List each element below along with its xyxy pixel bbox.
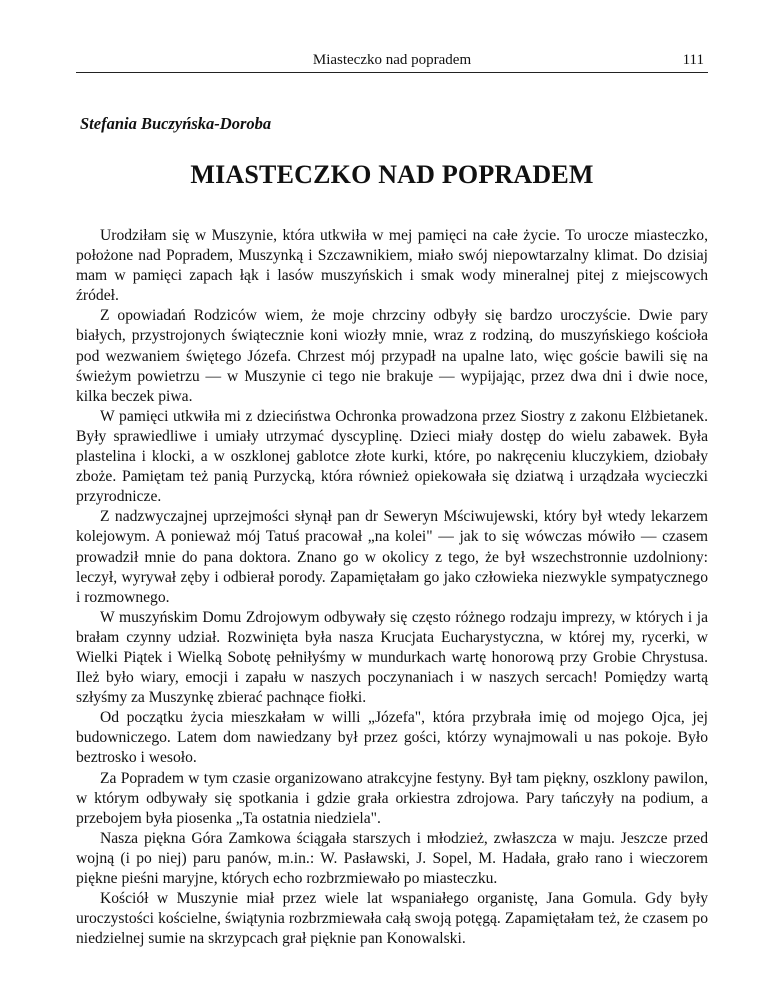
paragraph-1: Urodziłam się w Muszynie, która utkwiła w mej pamięci na całe życie. To urocze miasteczko, położone nad Popradem, Muszynką i Szczawnikiem, miało swój niepowtarzalny klimat. Do dzisiaj mam w pamięci zapach łąk i lasów muszyńskich i smak wody mineralnej pitej z miejscowych źródeł. xyxy=(76,227,708,305)
paragraph-6: Od początku życia mieszkałam w willi „Józefa", która przybrała imię od mojego Ojca, jej budowniczego. Latem dom nawiedzany był przez gości, którzy wynajmowali u nas pokoje. Było beztrosko i wesoło. xyxy=(76,709,708,767)
article-title: MIASTECZKO NAD POPRADEM xyxy=(190,160,594,189)
paragraph-2: Z opowiadań Rodziców wiem, że moje chrzciny odbyły się bardzo uroczyście. Dwie pary białych, przystrojonych świątecznie koni wiozły mnie, wraz z rodziną, do muszyńskiego kościoła pod wezwaniem świętego Józefa. Chrzest mój przypadł na upalne lato, więc goście bawili się na świeżym powietrzu — w Muszynie ci tego nie brakuje — wypijając, przez dwa dni i dwie noce, kilka beczek piwa. xyxy=(76,307,708,405)
paragraph-7: Za Popradem w tym czasie organizowano atrakcyjne festyny. Był tam piękny, oszklony pawilon, w którym odbywały się spotkania i gdzie grała orkiestra zdrojowa. Pary tańczyły na podium, a przebojem była piosenka „Ta ostatnia niedziela". xyxy=(76,769,708,827)
article-body xyxy=(76,226,708,949)
paragraph-4: Z nadzwyczajnej uprzejmości słynął pan dr Seweryn Mściwujewski, który był wtedy lekarzem kolejowym. A ponieważ mój Tatuś pracował „na kolei" — jak to się wówczas mówiło — czasem prowadził mnie do pana doktora. Znano go w okolicy z tego, że był wszechstronnie uzdolniony: leczył, wyrywał zęby i odbierał porody. Zapamiętałam go jako człowieka niezwykle sympatycznego i rozmownego. xyxy=(76,508,708,606)
author-name: Stefania Buczyńska-Doroba xyxy=(80,114,272,133)
running-header xyxy=(76,50,708,73)
paragraph-9: Kościół w Muszynie miał przez wiele lat wspaniałego organistę, Jana Gomula. Gdy były uroczystości kościelne, świątynia rozbrzmiewała całą swoją potęgą. Zapamiętałam też, że czasem po niedzielnej sumie na skrzypcach grał pięknie pan Konowalski. xyxy=(76,890,708,948)
running-title: Miasteczko nad popradem xyxy=(312,52,472,68)
paragraph-3: W pamięci utkwiła mi z dzieciństwa Ochronka prowadzona przez Siostry z zakonu Elżbietanek. Były sprawiedliwe i umiały utrzymać dyscyplinę. Dzieci miały dostęp do wielu zabawek. Była plastelina i klocki, a w oszklonej gablotce złote kurki, które, po nakręceniu kluczykiem, dziobały zboże. Pamiętam też panią Purzycką, która również opiekowała się dziatwą i urządzała wycieczki przyrodnicze. xyxy=(76,407,708,506)
page-number: 111 xyxy=(682,52,704,68)
paragraph-5: W muszyńskim Domu Zdrojowym odbywały się często różnego rodzaju imprezy, w których i ja brałam czynny udział. Rozwinięta była nasza Krucjata Eucharystyczna, w której my, rycerki, w Wielki Piątek i Wielką Sobotę pełniłyśmy w mundurkach wartę honorową przy Grobie Chrystusa. Ileż było wiary, emocji i zapału w naszych poczynaniach i w naszych sercach! Pomiędzy wartą szłyśmy za Muszynkę zbierać pachnące fiołki. xyxy=(76,608,708,707)
paragraph-8: Nasza piękna Góra Zamkowa ściągała starszych i młodzież, zwłaszcza w maju. Jeszcze przed wojną (i po niej) paru panów, m.in.: W. Pasławski, J. Sopel, M. Hadała, grało rano i wieczorem piękne pieśni maryjne, których echo rozbrzmiewało po miasteczku. xyxy=(76,829,708,887)
